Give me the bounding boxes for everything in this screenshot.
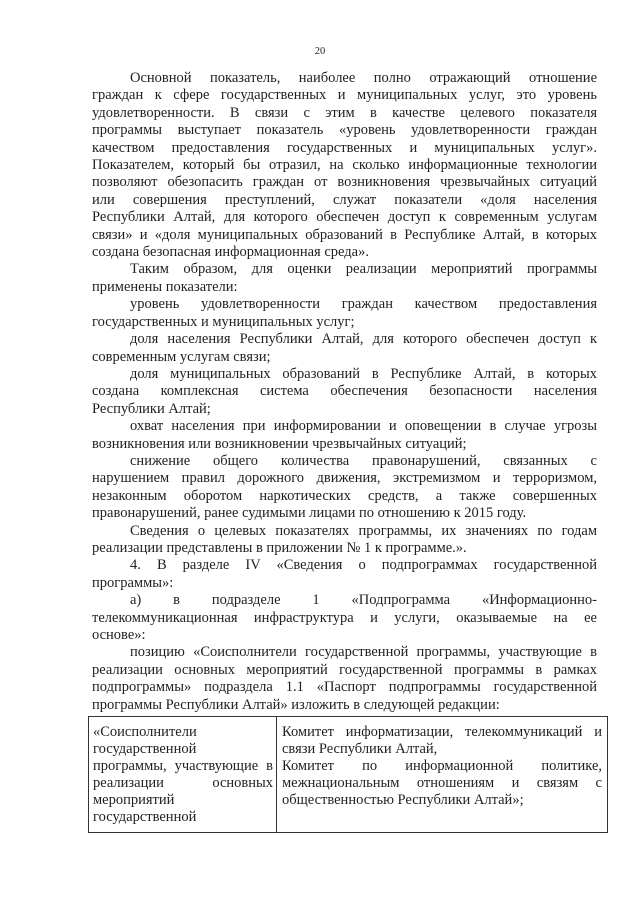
text-line: Республики Алтай, для которого обеспечен доступ к современным услугам: [92, 209, 597, 226]
text-line: мероприятий: [93, 792, 175, 808]
page-number: 20: [314, 46, 326, 57]
paragraph-main-indicator: [92, 70, 597, 261]
list-item-offense-reduction: [92, 453, 597, 523]
text-line: связи Республики Алтай,: [282, 741, 438, 757]
text-line: доля населения Республики Алтай, для которого обеспечен доступ к: [130, 331, 597, 348]
text-line: позицию «Соисполнители государственной программы, участвующие в: [130, 644, 597, 661]
text-line: программы»:: [92, 574, 174, 591]
text-line: нарушением правил дорожного движения, экстремизмом и терроризмом,: [92, 470, 597, 487]
text-line: основе»:: [92, 627, 146, 643]
committee-informatization: [282, 724, 602, 758]
text-line: незаконным оборотом наркотических средств, а также совершенных: [92, 487, 597, 504]
text-line: Показателем, который бы отразил, на сколько информационные технологии: [92, 157, 597, 174]
co-executors-label-cell: [89, 717, 277, 832]
paragraph-target-indicators-reference: [92, 523, 597, 558]
text-line: Комитет информатизации, телекоммуникаций и: [282, 724, 602, 740]
list-item-satisfaction-level: [92, 296, 597, 331]
text-line: общественностью Республики Алтай»;: [282, 792, 524, 808]
text-line: подпрограммы» подраздела 1.1 «Паспорт подпрограммы государственной: [92, 679, 597, 696]
text-line: программы, участвующие в: [93, 758, 273, 774]
text-line: «Соисполнители: [93, 724, 197, 740]
text-line: реализации основных мероприятий государственной программы в рамках: [92, 661, 597, 678]
text-line: позволяют обезопасить граждан от возникновения чрезвычайных ситуаций: [92, 174, 597, 191]
text-line: создана комплексная система обеспечения безопасности населения: [92, 383, 597, 400]
text-line: современным услугам связи;: [92, 348, 271, 365]
text-line: возникновения или возникновении чрезвычайных ситуаций;: [92, 435, 467, 452]
paragraph-subsection-a: [92, 592, 597, 644]
text-line: правонарушений, ранее судимыми лицами по отношению к 2015 году.: [92, 505, 527, 522]
text-line: граждан к сфере государственных и муниципальных услуг, это уровень: [92, 87, 597, 104]
text-line: межнациональным отношениям и связям с: [282, 775, 602, 791]
paragraph-section-4: [92, 557, 597, 592]
text-line: государственной: [93, 809, 197, 825]
text-line: удовлетворенности. В связи с этим в качестве целевого показателя: [92, 104, 597, 121]
text-line: программы Республики Алтай» изложить в следующей редакции:: [92, 696, 500, 713]
text-line: Сведения о целевых показателях программы, их значениях по годам: [130, 522, 597, 539]
text-line: Комитет по информационной политике,: [282, 758, 602, 774]
list-item-communication-access: [92, 331, 597, 366]
text-line: реализации представлены в приложении № 1 к программе.».: [92, 539, 467, 556]
text-line: Таким образом, для оценки реализации мероприятий программы: [130, 261, 597, 278]
text-line: снижение общего количества правонарушений, связанных с: [130, 452, 597, 469]
text-line: государственных и муниципальных услуг;: [92, 313, 355, 330]
text-line: программы выступает показатель «уровень удовлетворенности граждан: [92, 122, 597, 139]
text-line: телекоммуникационная инфраструктура и услуги, оказываемые на ее: [92, 609, 597, 626]
document-body: [92, 70, 597, 714]
text-line: Основной показатель, наиболее полно отражающий отношение: [130, 70, 597, 86]
text-line: качеством предоставления государственных и муниципальных услуг».: [92, 139, 597, 156]
paragraph-indicators-intro: [92, 261, 597, 296]
list-item-municipal-security: [92, 366, 597, 418]
text-line: а) в подразделе 1 «Подпрограмма «Информационно-: [130, 592, 597, 609]
text-line: или совершения преступлений, служат показатели «доля населения: [92, 191, 597, 208]
text-line: 4. В разделе IV «Сведения о подпрограммах государственной: [130, 557, 597, 574]
committee-information-policy: [282, 758, 602, 809]
text-line: уровень удовлетворенности граждан качеством предоставления: [130, 296, 597, 313]
text-line: реализации основных: [93, 775, 273, 791]
text-line: создана безопасная информационная среда».: [92, 244, 369, 261]
paragraph-position-amendment: [92, 644, 597, 714]
text-line: применены показатели:: [92, 278, 238, 295]
co-executors-value-cell: [277, 717, 607, 832]
text-line: Республики Алтай;: [92, 400, 211, 417]
text-line: связи» и «доля муниципальных образований в Республике Алтай, в которых: [92, 226, 597, 243]
amendment-table: [88, 716, 608, 833]
text-line: охват населения при информировании и оповещении в случае угрозы: [130, 418, 597, 435]
list-item-emergency-warning: [92, 418, 597, 453]
text-line: государственной: [93, 741, 197, 757]
text-line: доля муниципальных образований в Республике Алтай, в которых: [130, 365, 597, 382]
